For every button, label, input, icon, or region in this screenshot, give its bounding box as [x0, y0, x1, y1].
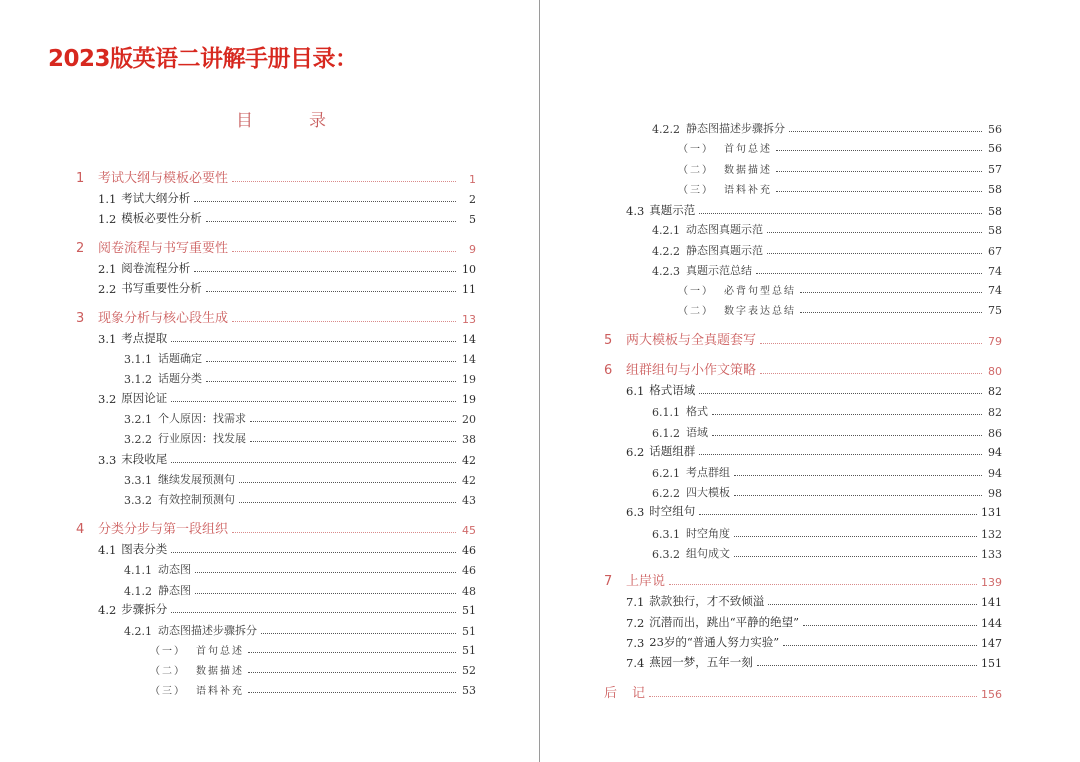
- toc-entry-leader: [776, 171, 982, 172]
- toc-entry-page: 147: [981, 637, 1002, 650]
- toc-entry-label: 上岸说: [626, 574, 666, 589]
- toc-entry[interactable]: [124, 410, 476, 426]
- toc-entry-leader: [767, 253, 982, 254]
- toc-entry[interactable]: [626, 443, 1002, 459]
- toc-entry-page: 20: [462, 413, 476, 426]
- toc-entry-label: 款款独行，才不致倾溢: [649, 594, 765, 608]
- toc-entry-leader: [232, 321, 456, 322]
- toc-entry-page: 51: [462, 604, 476, 617]
- toc-entry-number: 4.3: [626, 204, 645, 218]
- toc-entry-leader: [239, 502, 456, 503]
- toc-entry-label: 首句总述: [724, 144, 772, 155]
- toc-entry-leader: [248, 692, 456, 693]
- toc-entry-number: 4.2.2: [652, 245, 680, 258]
- toc-entry-page: 80: [988, 365, 1002, 378]
- toc-entry-number: 4.2.3: [652, 265, 680, 278]
- toc-entry-leader: [248, 652, 456, 653]
- toc-entry-leader: [261, 633, 456, 634]
- toc-entry-label: 真题示范总结: [686, 264, 752, 277]
- toc-entry[interactable]: [150, 642, 476, 657]
- toc-entry-page: 58: [988, 224, 1002, 237]
- toc-entry-page: 51: [462, 644, 476, 657]
- toc-entry-number: 3.2.2: [124, 433, 152, 446]
- toc-entry[interactable]: [98, 541, 476, 557]
- toc-entry[interactable]: [98, 280, 476, 296]
- toc-entry[interactable]: [652, 242, 1002, 258]
- toc-entry-number: （一）: [678, 286, 714, 297]
- toc-entry-leader: [248, 672, 456, 673]
- toc-entry-page: 19: [462, 393, 476, 406]
- toc-entry-page: 144: [981, 617, 1002, 630]
- toc-entry-label: 步骤拆分: [121, 602, 168, 616]
- toc-entry[interactable]: [652, 545, 1002, 561]
- toc-entry-label: 语域: [686, 426, 708, 439]
- toc-entry[interactable]: [98, 210, 476, 226]
- toc-entry-label: 现象分析与核心段生成: [98, 311, 229, 326]
- toc-entry-number: 4.2.1: [124, 625, 152, 638]
- toc-entry-leader: [800, 312, 982, 313]
- toc-entry[interactable]: [98, 260, 476, 276]
- toc-entry-leader: [760, 373, 982, 374]
- toc-entry-leader: [649, 696, 977, 697]
- toc-entry-number: 1: [76, 171, 85, 186]
- toc-entry[interactable]: [678, 161, 1002, 176]
- toc-entry-leader: [171, 341, 456, 342]
- toc-entry-page: 51: [462, 625, 476, 638]
- toc-entry-number: 6.3: [626, 505, 645, 519]
- toc-entry-leader: [171, 401, 456, 402]
- toc-entry-leader: [760, 343, 982, 344]
- toc-entry-label: 书写重要性分析: [121, 281, 202, 295]
- toc-entry-number: 4.1.1: [124, 564, 152, 577]
- toc-entry[interactable]: [626, 614, 1002, 630]
- toc-entry-label: 动态图真题示范: [686, 223, 763, 236]
- toc-entry-number: 7.3: [626, 636, 645, 650]
- toc-entry[interactable]: [626, 202, 1002, 218]
- toc-entry-leader: [803, 625, 977, 626]
- toc-entry-leader: [776, 150, 982, 151]
- toc-entry-page: 5: [469, 213, 476, 226]
- toc-entry[interactable]: [76, 307, 476, 326]
- toc-entry-number: 3.1.2: [124, 373, 152, 386]
- toc-entry-number: 4.2.2: [652, 123, 680, 136]
- toc-entry[interactable]: [98, 190, 476, 206]
- toc-entry[interactable]: [604, 570, 1002, 589]
- toc-entry[interactable]: [626, 634, 1002, 650]
- toc-entry-page: 38: [462, 433, 476, 446]
- toc-entry[interactable]: [626, 654, 1002, 670]
- toc-entry-page: 48: [462, 585, 476, 598]
- toc-entry-label: 话题分类: [158, 372, 202, 385]
- toc-entry-page: 79: [988, 335, 1002, 348]
- toc-entry-page: 10: [462, 263, 476, 276]
- toc-entry[interactable]: [98, 390, 476, 406]
- toc-entry-page: 131: [981, 506, 1002, 519]
- toc-entry-number: 2.2: [98, 282, 117, 296]
- toc-entry-number: 后: [604, 686, 618, 701]
- toc-entry-number: 6: [604, 363, 613, 378]
- toc-entry-label: 时空角度: [686, 527, 730, 540]
- toc-entry-label: 首句总述: [196, 646, 244, 657]
- toc-entry[interactable]: [626, 382, 1002, 398]
- toc-entry-leader: [734, 495, 982, 496]
- toc-entry-page: 58: [988, 183, 1002, 196]
- toc-entry[interactable]: [678, 282, 1002, 297]
- toc-entry-leader: [712, 435, 982, 436]
- toc-entry-leader: [783, 645, 977, 646]
- toc-entry-leader: [800, 292, 982, 293]
- toc-entry-number: 5: [604, 333, 613, 348]
- toc-entry-label: 语料补充: [196, 686, 244, 697]
- toc-entry-label: 话题组群: [649, 444, 696, 458]
- toc-entry-leader: [789, 131, 982, 132]
- toc-entry-label: 有效控制预测句: [158, 493, 235, 506]
- toc-entry-page: 94: [988, 467, 1002, 480]
- toc-entry[interactable]: [76, 167, 476, 186]
- toc-entry-number: 3.1.1: [124, 353, 152, 366]
- toc-entry-leader: [250, 421, 456, 422]
- toc-entry-leader: [206, 221, 456, 222]
- toc-entry-number: （二）: [678, 306, 714, 317]
- toc-entry[interactable]: [76, 518, 476, 537]
- toc-entry-leader: [756, 273, 982, 274]
- toc-entry[interactable]: [652, 120, 1002, 136]
- toc-entry-label: 阅卷流程分析: [121, 261, 191, 275]
- toc-entry-number: （三）: [150, 686, 186, 697]
- toc-entry-page: 52: [462, 664, 476, 677]
- toc-entry-label: 四大模板: [686, 486, 730, 499]
- toc-entry[interactable]: [76, 237, 476, 256]
- toc-entry-label: 静态图描述步骤拆分: [686, 122, 785, 135]
- toc-entry-page: 13: [462, 313, 476, 326]
- toc-entry-label: 阅卷流程与书写重要性: [98, 241, 229, 256]
- toc-entry-leader: [195, 593, 456, 594]
- toc-entry-page: 19: [462, 373, 476, 386]
- toc-entry-page: 75: [988, 304, 1002, 317]
- toc-entry-page: 94: [988, 446, 1002, 459]
- toc-entry[interactable]: [678, 302, 1002, 317]
- toc-entry-leader: [232, 181, 456, 182]
- toc-entry-leader: [699, 393, 982, 394]
- toc-entry-number: 7.2: [626, 616, 645, 630]
- toc-entry-page: 82: [988, 385, 1002, 398]
- toc-entry[interactable]: [98, 330, 476, 346]
- toc-entry-number: 6.1: [626, 384, 645, 398]
- toc-title: [236, 106, 326, 131]
- toc-entry-leader: [194, 271, 456, 272]
- toc-entry-leader: [171, 462, 456, 463]
- toc-entry-page: 46: [462, 544, 476, 557]
- toc-entry-label: 考点提取: [121, 331, 168, 345]
- toc-entry-number: 4.2.1: [652, 224, 680, 237]
- toc-entry-number: 6.2.2: [652, 487, 680, 500]
- toc-entry-label: 组句成文: [686, 547, 730, 560]
- toc-entry-page: 151: [981, 657, 1002, 670]
- toc-entry-number: （三）: [678, 185, 714, 196]
- toc-entry-leader: [734, 536, 977, 537]
- toc-entry-label: 静态图真题示范: [686, 244, 763, 257]
- toc-entry-number: （一）: [150, 646, 186, 657]
- toc-entry-label: 沉潜而出，跳出“平静的绝望”: [649, 615, 800, 629]
- toc-entry-label: 数据描述: [724, 165, 772, 176]
- toc-entry-leader: [734, 475, 982, 476]
- toc-entry[interactable]: [652, 403, 1002, 419]
- toc-entry-number: 1.2: [98, 212, 117, 226]
- toc-entry-page: 42: [462, 454, 476, 467]
- toc-entry-label: 静态图: [158, 584, 191, 597]
- toc-entry-leader: [699, 514, 977, 515]
- toc-entry-leader: [206, 291, 456, 292]
- toc-entry-page: 57: [988, 163, 1002, 176]
- toc-entry-page: 14: [462, 353, 476, 366]
- toc-entry-label: 燕园一梦，五年一刻: [649, 655, 753, 669]
- toc-entry-leader: [734, 556, 977, 557]
- toc-entry-label: 格式语域: [649, 383, 696, 397]
- page-heading: 2023版英语二讲解手册目录：: [48, 46, 358, 72]
- toc-entry[interactable]: [652, 424, 1002, 440]
- toc-entry[interactable]: [652, 262, 1002, 278]
- toc-entry-leader: [232, 251, 456, 252]
- toc-entry-page: 11: [462, 283, 476, 296]
- toc-entry-label: 原因论证: [121, 391, 168, 405]
- toc-entry-number: 3.2.1: [124, 413, 152, 426]
- toc-entry-number: 7.4: [626, 656, 645, 670]
- toc-entry-label: 考试大纲与模板必要性: [98, 171, 229, 186]
- toc-entry-label: 必背句型总结: [724, 286, 796, 297]
- toc-entry-page: 56: [988, 142, 1002, 155]
- toc-entry-label: 时空组句: [649, 504, 696, 518]
- toc-entry-number: 4.1: [98, 543, 117, 557]
- toc-entry-page: 14: [462, 333, 476, 346]
- toc-entry[interactable]: [626, 503, 1002, 519]
- toc-entry-page: 98: [988, 487, 1002, 500]
- toc-entry-number: 6.1.2: [652, 427, 680, 440]
- toc-entry-leader: [206, 361, 456, 362]
- toc-entry-leader: [171, 612, 456, 613]
- toc-entry-label: 考点群组: [686, 466, 730, 479]
- toc-entry-label: 模板必要性分析: [121, 211, 202, 225]
- toc-entry[interactable]: [124, 622, 476, 638]
- toc-entry-number: 6.2.1: [652, 467, 680, 480]
- toc-entry[interactable]: [124, 471, 476, 487]
- toc-entry-leader: [250, 441, 456, 442]
- page-divider: [539, 0, 540, 762]
- toc-entry-leader: [699, 454, 982, 455]
- toc-entry-number: 3.3: [98, 453, 117, 467]
- toc-entry[interactable]: [124, 561, 476, 577]
- toc-entry-label: 个人原因：找需求: [158, 412, 246, 425]
- toc-entry[interactable]: [652, 484, 1002, 500]
- toc-entry-page: 139: [981, 576, 1002, 589]
- toc-entry-label: 动态图描述步骤拆分: [158, 624, 257, 637]
- toc-entry-number: 2.1: [98, 262, 117, 276]
- toc-entry[interactable]: [98, 451, 476, 467]
- toc-entry-page: 132: [981, 528, 1002, 541]
- toc-entry-number: （二）: [150, 666, 186, 677]
- toc-entry-number: 7: [604, 574, 613, 589]
- toc-entry[interactable]: [150, 662, 476, 677]
- toc-entry-page: 42: [462, 474, 476, 487]
- toc-entry[interactable]: [124, 582, 476, 598]
- toc-entry-number: 3: [76, 311, 85, 326]
- toc-entry[interactable]: [678, 140, 1002, 155]
- toc-entry[interactable]: [678, 181, 1002, 196]
- toc-entry-label: 真题示范: [649, 203, 696, 217]
- toc-entry-leader: [232, 532, 456, 533]
- toc-entry-number: （一）: [678, 144, 714, 155]
- toc-entry-leader: [195, 572, 456, 573]
- toc-entry[interactable]: [652, 464, 1002, 480]
- toc-entry-label: 动态图: [158, 563, 191, 576]
- toc-entry-leader: [767, 232, 982, 233]
- toc-entry-leader: [206, 381, 456, 382]
- toc-entry-page: 53: [462, 684, 476, 697]
- toc-entry[interactable]: [124, 430, 476, 446]
- toc-entry[interactable]: [124, 370, 476, 386]
- toc-entry-page: 56: [988, 123, 1002, 136]
- toc-entry-label: 组群组句与小作文策略: [626, 363, 757, 378]
- toc-entry-leader: [669, 584, 977, 585]
- toc-entry[interactable]: [150, 682, 476, 697]
- toc-entry-page: 67: [988, 245, 1002, 258]
- toc-entry-number: 6.3.1: [652, 528, 680, 541]
- toc-entry-number: 7.1: [626, 595, 645, 609]
- toc-entry-page: 74: [988, 284, 1002, 297]
- toc-entry-label: 数字表达总结: [724, 306, 796, 317]
- toc-entry-page: 141: [981, 596, 1002, 609]
- toc-entry-label: 考试大纲分析: [121, 191, 191, 205]
- toc-entry-number: 3.2: [98, 392, 117, 406]
- toc-entry-number: 4: [76, 522, 85, 537]
- toc-entry-number: （二）: [678, 165, 714, 176]
- toc-entry-page: 74: [988, 265, 1002, 278]
- toc-entry-leader: [757, 665, 977, 666]
- toc-entry[interactable]: [652, 221, 1002, 237]
- toc-entry-label: 话题确定: [158, 352, 202, 365]
- toc-entry-label: 图表分类: [121, 542, 168, 556]
- toc-title-char-1: 目: [236, 111, 253, 131]
- toc-entry-number: 6.3.2: [652, 548, 680, 561]
- toc-entry-leader: [768, 604, 977, 605]
- toc-entry-label: 数据描述: [196, 666, 244, 677]
- toc-entry-label: 23岁的“普通人努力实验”: [649, 635, 780, 649]
- toc-entry-label: 格式: [686, 405, 708, 418]
- toc-entry[interactable]: [124, 491, 476, 507]
- toc-entry[interactable]: [124, 350, 476, 366]
- toc-entry-page: 156: [981, 688, 1002, 701]
- toc-entry-leader: [171, 552, 456, 553]
- toc-entry-number: 3.1: [98, 332, 117, 346]
- toc-entry-page: 82: [988, 406, 1002, 419]
- toc-entry[interactable]: [98, 601, 476, 617]
- toc-entry-page: 58: [988, 205, 1002, 218]
- toc-entry[interactable]: [604, 682, 1002, 701]
- toc-entry-page: 1: [469, 173, 476, 186]
- toc-entry[interactable]: [626, 593, 1002, 609]
- toc-entry-leader: [699, 213, 982, 214]
- toc-entry-leader: [194, 201, 456, 202]
- toc-entry-leader: [239, 482, 456, 483]
- toc-entry-page: 46: [462, 564, 476, 577]
- toc-entry-label: 语料补充: [724, 185, 772, 196]
- toc-entry-label: 行业原因：找发展: [158, 432, 246, 445]
- toc-entry-label: 两大模板与全真题套写: [626, 333, 757, 348]
- toc-entry-label: 记: [632, 686, 646, 701]
- toc-entry-number: 3.3.2: [124, 494, 152, 507]
- toc-entry-number: 3.3.1: [124, 474, 152, 487]
- toc-entry-leader: [712, 414, 982, 415]
- toc-entry[interactable]: [604, 359, 1002, 378]
- toc-entry-page: 86: [988, 427, 1002, 440]
- toc-entry[interactable]: [604, 329, 1002, 348]
- toc-entry-leader: [776, 191, 982, 192]
- toc-entry-number: 4.2: [98, 603, 117, 617]
- toc-entry-label: 继续发展预测句: [158, 473, 235, 486]
- toc-entry-number: 1.1: [98, 192, 117, 206]
- toc-entry[interactable]: [652, 525, 1002, 541]
- toc-entry-page: 45: [462, 524, 476, 537]
- toc-entry-label: 分类分步与第一段组织: [98, 522, 229, 537]
- toc-entry-number: 4.1.2: [124, 585, 152, 598]
- toc-entry-page: 9: [469, 243, 476, 256]
- toc-entry-number: 2: [76, 241, 85, 256]
- toc-entry-label: 末段收尾: [121, 452, 168, 466]
- toc-entry-number: 6.1.1: [652, 406, 680, 419]
- toc-title-char-2: 录: [309, 111, 326, 131]
- toc-entry-page: 2: [469, 193, 476, 206]
- toc-entry-page: 133: [981, 548, 1002, 561]
- toc-entry-number: 6.2: [626, 445, 645, 459]
- toc-entry-page: 43: [462, 494, 476, 507]
